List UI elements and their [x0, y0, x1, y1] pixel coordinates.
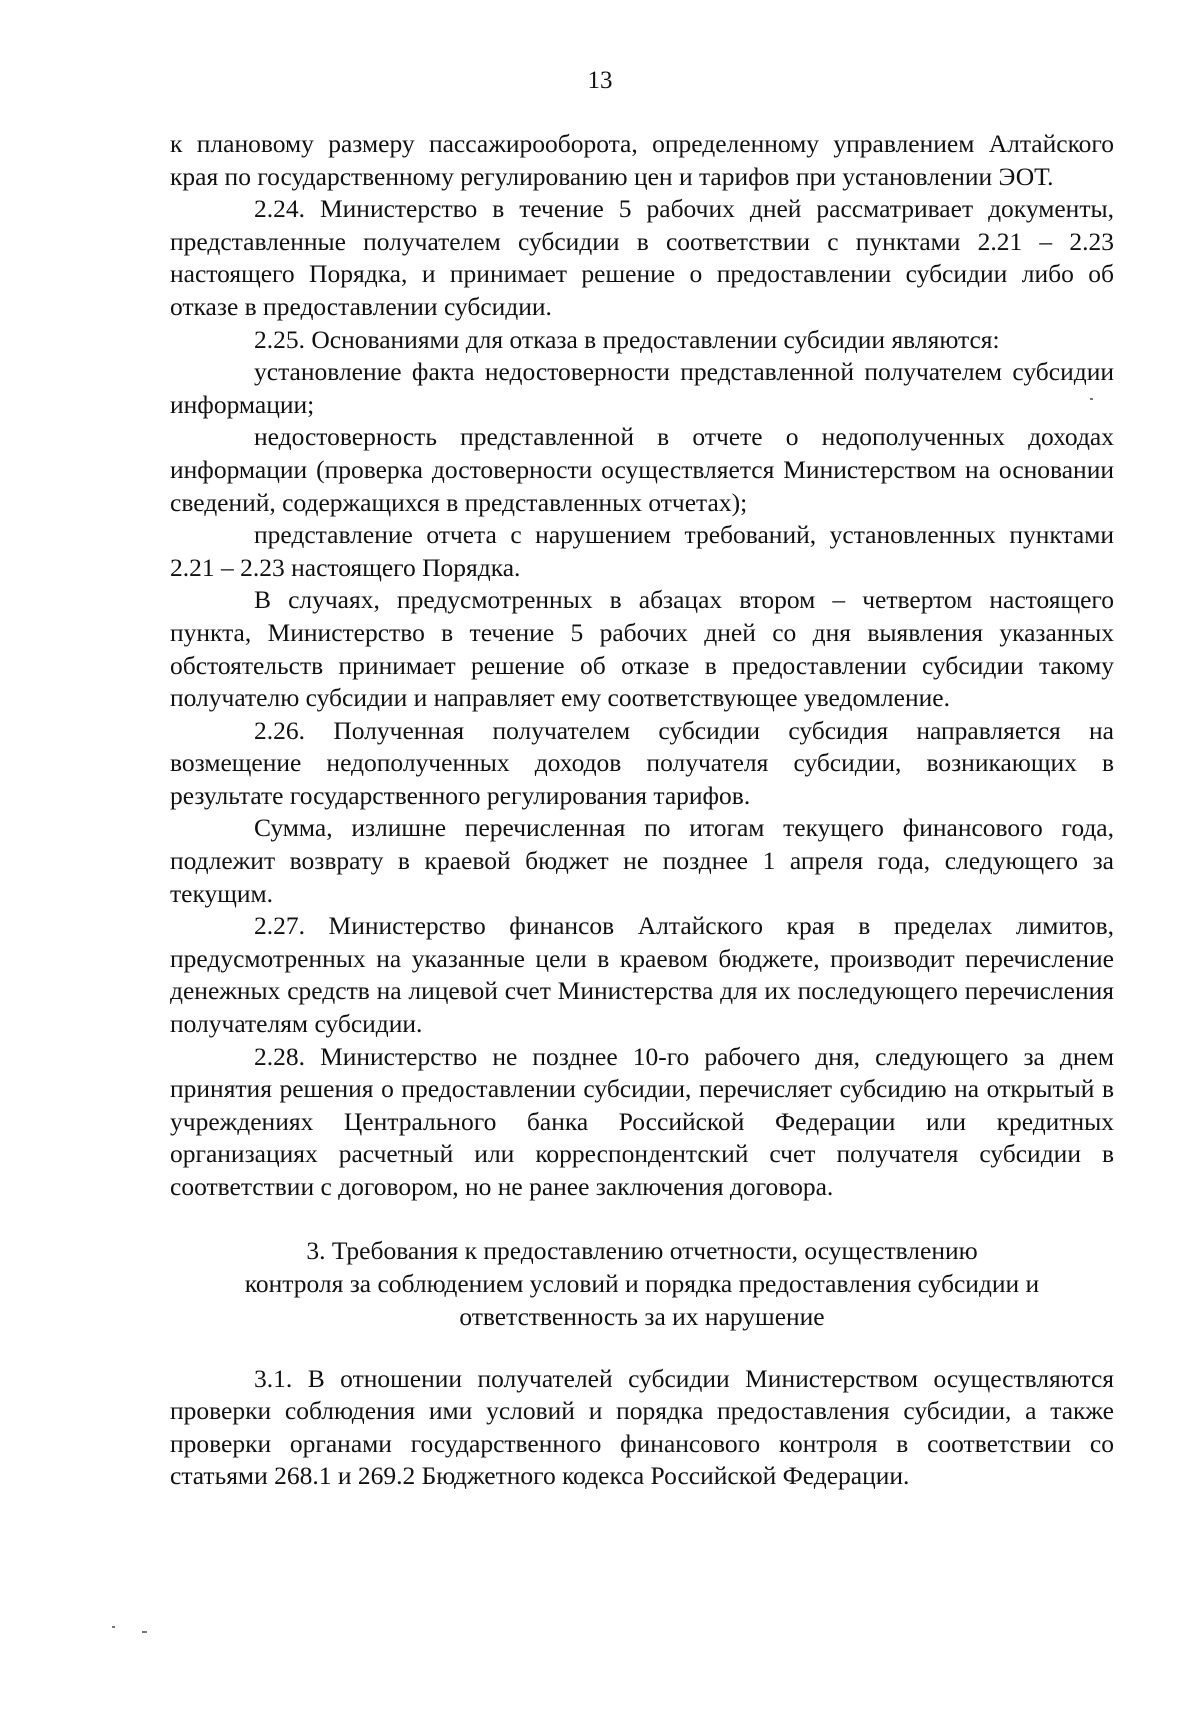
section-3-title: [170, 1234, 1114, 1333]
paragraph-2-25-cases: В случаях, предусмотренных в абзацах втором – четвертом настоящего пункта, Министерство в течение 5 рабочих дней со дня выявления указанных обстоятельств принимает решение об отказе в предоставлении субсидии такому получателю субсидии и направляет ему соответствующее уведомление.: [170, 585, 1114, 713]
paragraph-2-25-item-1: установление факта недостоверности представленной получателем субсидии информации;: [170, 357, 1114, 419]
paragraph-2-27: 2.27. Министерство финансов Алтайского края в пределах лимитов, предусмотренных на указанные цели в краевом бюджете, производит перечисление денежных средств на лицевой счет Министерства для их последующего перечисления получателям субсидии.: [170, 911, 1114, 1039]
scan-speck: [142, 1631, 147, 1633]
page-number: 13: [587, 67, 613, 94]
section-title-line-2: контроля за соблюдением условий и порядка предоставления субсидии и: [244, 1268, 1040, 1298]
section-title-line-3: ответственность за их нарушение: [459, 1301, 825, 1331]
document-body: [170, 128, 1114, 1493]
scan-speck: [112, 1626, 115, 1628]
paragraph-2-26: 2.26. Полученная получателем субсидии субсидия направляется на возмещение недополученных доходов получателя субсидии, возникающих в результате государственного регулирования тарифов.: [170, 715, 1114, 810]
paragraph-2-28: 2.28. Министерство не позднее 10-го рабочего дня, следующего за днем принятия решения о предоставлении субсидии, перечисляет субсидию на открытый в учреждениях Центрального банка Российской Федерации или кредитных организациях расчетный или корреспондентский счет получателя субсидии в соответствии с договором, но не ранее заключения договора.: [170, 1041, 1114, 1201]
paragraph-2-25: 2.25. Основаниями для отказа в предоставлении субсидии являются:: [254, 324, 1000, 354]
paragraph-2-26-refund: Сумма, излишне перечисленная по итогам текущего финансового года, подлежит возврату в краевой бюджет не позднее 1 апреля года, следующего за текущим.: [170, 813, 1114, 908]
section-title-line-1: 3. Требования к предоставлению отчетности, осуществлению: [306, 1235, 978, 1265]
paragraph-2-25-item-3: представление отчета с нарушением требований, установленных пунктами 2.21 – 2.23 настоящего Порядка.: [170, 520, 1114, 582]
scan-speck: [1090, 398, 1093, 400]
paragraph-3-1: 3.1. В отношении получателей субсидии Министерством осуществляются проверки соблюдения ими условий и порядка предоставления субсидии, а также проверки органами государственного финансового контроля в соответствии со статьями 268.1 и 269.2 Бюджетного кодекса Российской Федерации.: [170, 1363, 1114, 1491]
paragraph-continuation: к плановому размеру пассажирооборота, определенному управлением Алтайского края по государственному регулированию цен и тарифов при установлении ЭОТ.: [170, 129, 1114, 191]
paragraph-2-24: 2.24. Министерство в течение 5 рабочих дней рассматривает документы, представленные получателем субсидии в соответствии с пунктами 2.21 – 2.23 настоящего Порядка, и принимает решение о предоставлении субсидии либо об отказе в предоставлении субсидии.: [170, 194, 1114, 321]
paragraph-2-25-item-2: недостоверность представленной в отчете о недополученных доходах информации (проверка достоверности осуществляется Министерством на основании сведений, содержащихся в представленных отчетах);: [170, 422, 1114, 517]
